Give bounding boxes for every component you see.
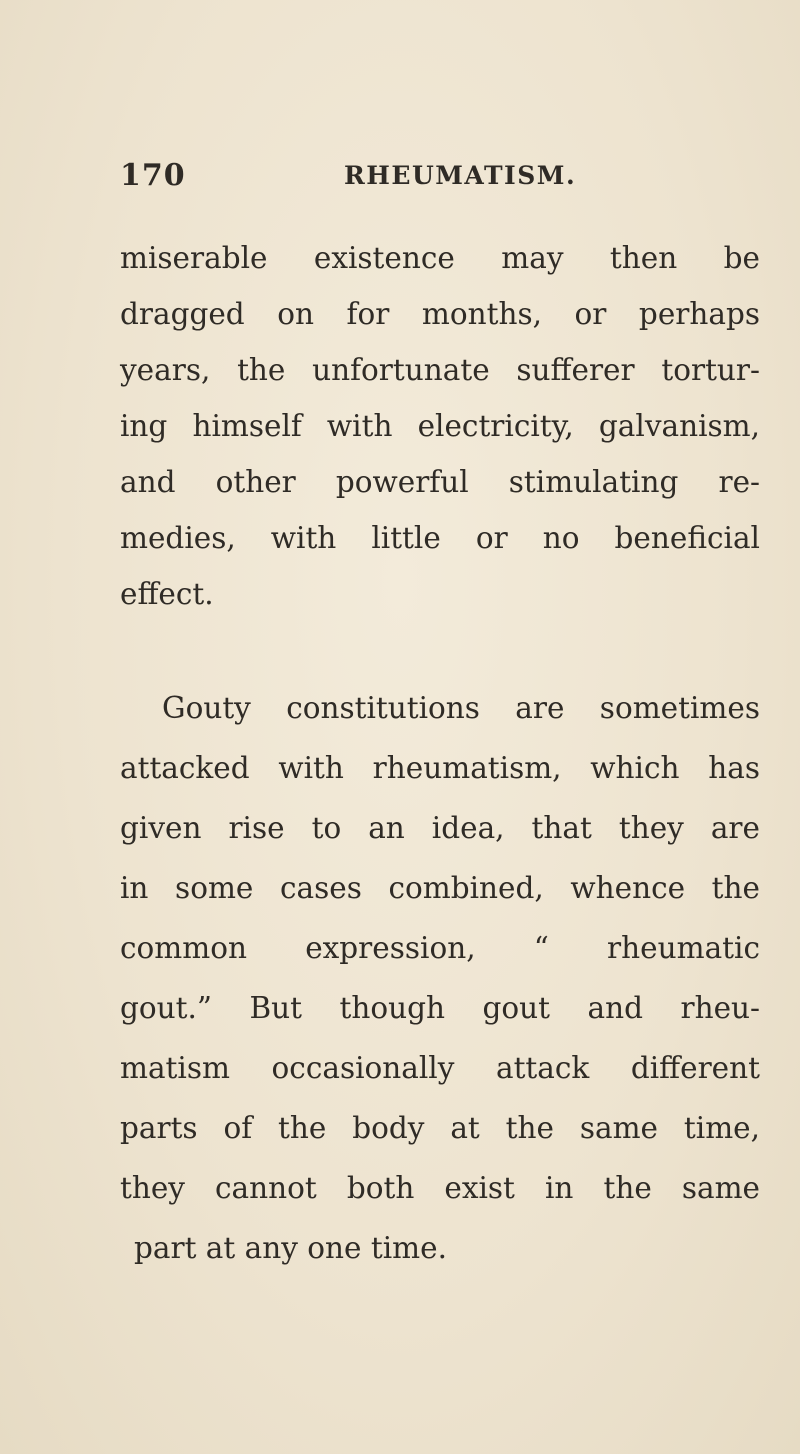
text-line: given rise to an idea, that they are bbox=[120, 811, 760, 845]
text-line: they cannot both exist in the same bbox=[120, 1171, 760, 1205]
text-line: dragged on for months, or perhaps bbox=[120, 297, 760, 331]
text-line: gout.” But though gout and rheu- bbox=[120, 991, 760, 1025]
text-line: parts of the body at the same time, bbox=[120, 1111, 760, 1145]
text-line: medies, with little or no beneficial bbox=[120, 521, 760, 555]
text-line: attacked with rheumatism, which has bbox=[120, 751, 760, 785]
text-line: years, the unfortunate sufferer tortur- bbox=[120, 353, 760, 387]
text-line: common expression, “ rheumatic bbox=[120, 931, 760, 965]
text-line: part at any one time. bbox=[134, 1231, 447, 1265]
text-line: in some cases combined, whence the bbox=[120, 871, 760, 905]
text-line: ing himself with electricity, galvanism, bbox=[120, 409, 760, 443]
page-number: 170 bbox=[120, 158, 186, 193]
text-line: miserable existence may then be bbox=[120, 241, 760, 275]
text-line: and other powerful stimulating re- bbox=[120, 465, 760, 499]
text-line: Gouty constitutions are sometimes bbox=[162, 691, 760, 725]
running-title: RHEUMATISM. bbox=[344, 161, 577, 190]
running-head bbox=[120, 158, 760, 202]
text-line: matism occasionally attack different bbox=[120, 1051, 760, 1085]
text-line: effect. bbox=[120, 577, 214, 611]
